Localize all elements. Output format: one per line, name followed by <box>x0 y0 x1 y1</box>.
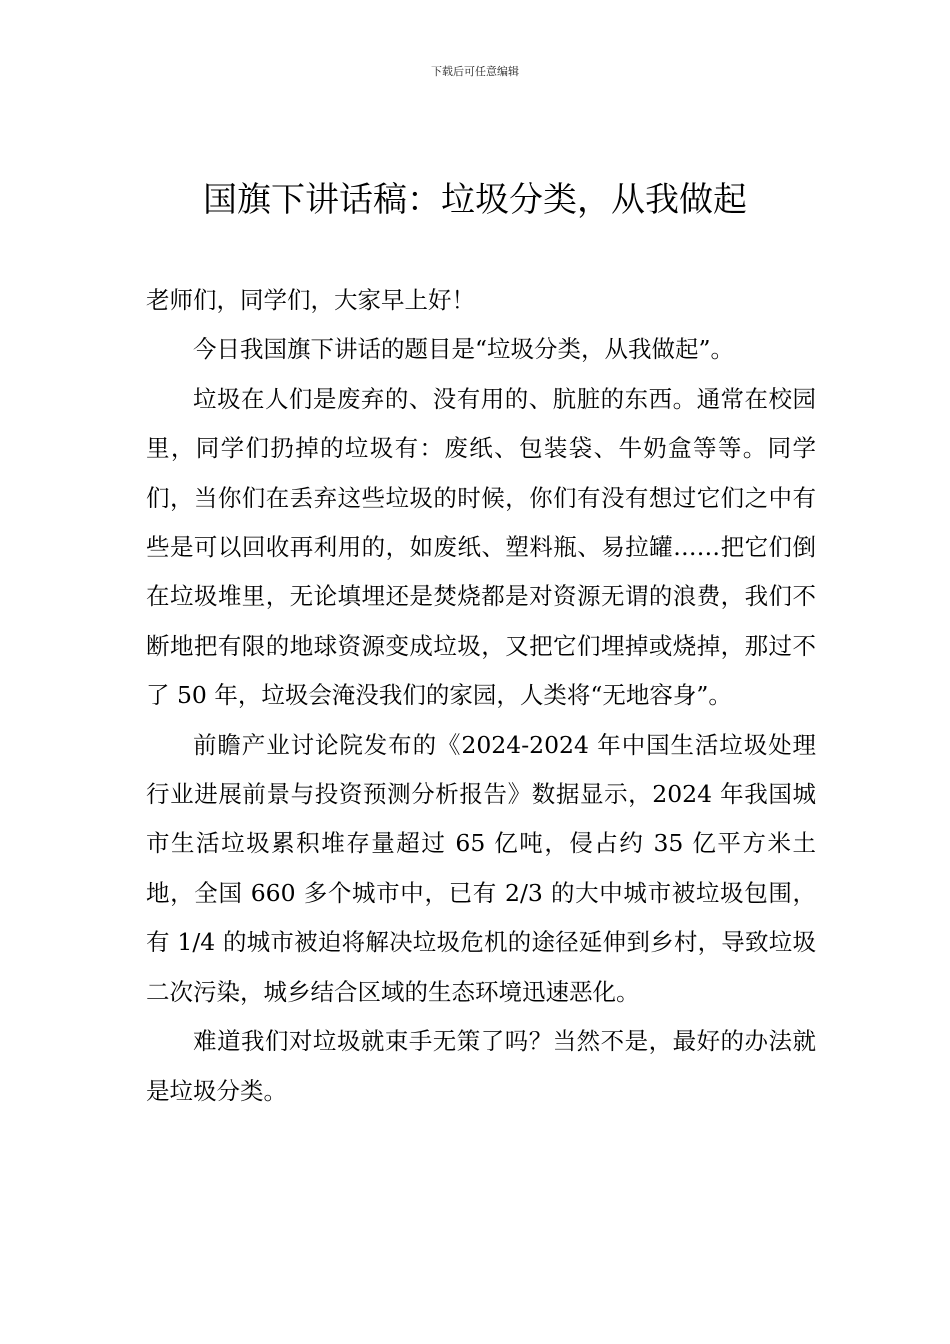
paragraph-topic: 今日我国旗下讲话的题目是“垃圾分类，从我做起”。 <box>193 335 735 364</box>
greeting: 老师们，同学们，大家早上好！ <box>146 286 475 314</box>
header-note: 下载后可任意编辑 <box>431 65 519 78</box>
paragraph-solution: 难道我们对垃圾就束手无策了吗？当然不是，最好的办法就是垃圾分类。 <box>146 1027 816 1105</box>
page-title: 国旗下讲话稿：垃圾分类，从我做起 <box>203 180 747 220</box>
paragraph-statistics: 前瞻产业讨论院发布的《2024-2024 年中国生活垃圾处理行业进展前景与投资预测分析报告》数据显示，2024 年我国城市生活垃圾累积堆存量超过 65 亿吨，侵占约 35 亿平方米土地，全国 660 多个城市中，已有 2/3 的大中城市被垃圾包围，有 1/4 的城市被迫将解决垃圾危机的途径延伸到乡村，导致垃圾二次污染，城乡结合区域的生态环境迅速恶化。 <box>146 730 816 1006</box>
paragraph-waste-description: 垃圾在人们是废弃的、没有用的、肮脏的东西。通常在校园里，同学们扔掉的垃圾有：废纸、包装袋、牛奶盒等等。同学们，当你们在丢弃这些垃圾的时候，你们有没有想过它们之中有些是可以回收再利用的，如废纸、塑料瓶、易拉罐……把它们倒在垃圾堆里，无论填埋还是焚烧都是对资源无谓的浪费，我们不断地把有限的地球资源变成垃圾，又把它们埋掉或烧掉，那过不了 50 年，垃圾会淹没我们的家园，人类将“无地容身”。 <box>146 384 816 710</box>
document-body <box>146 276 816 1116</box>
